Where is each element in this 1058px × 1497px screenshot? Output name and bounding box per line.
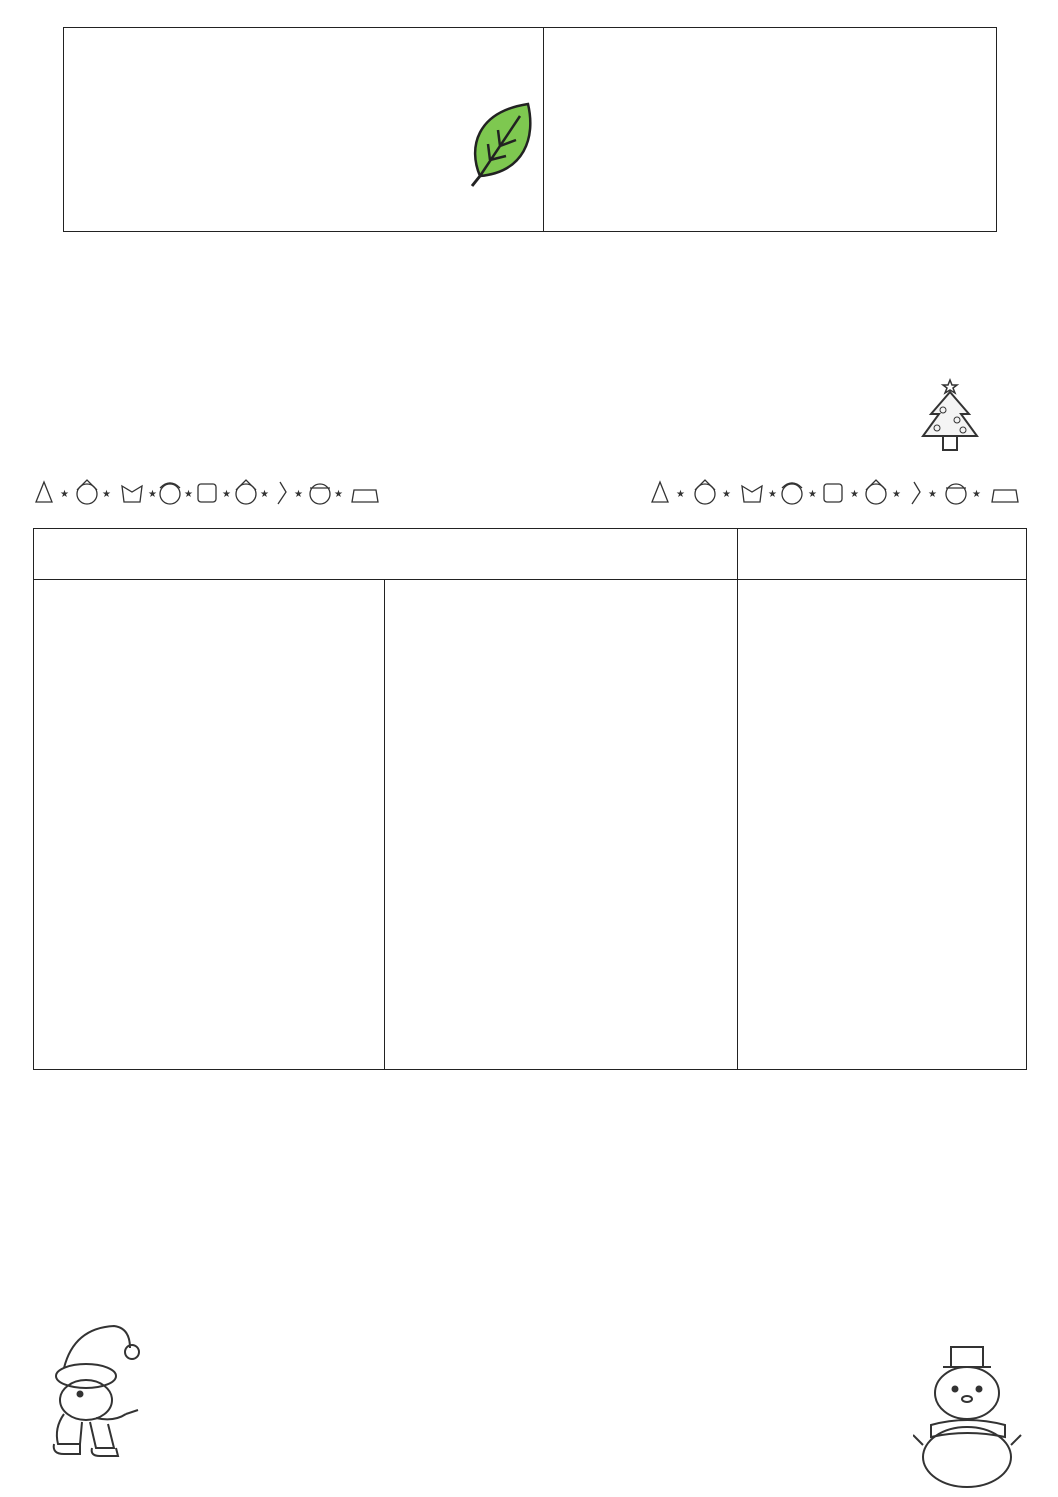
- column-divider: [384, 580, 385, 1069]
- schedule-table: [33, 528, 1027, 1070]
- svg-text:★: ★: [184, 489, 193, 500]
- newsletter-subtitle: [114, 171, 128, 205]
- spacer: [743, 581, 1026, 607]
- schedule-column-sumire: [743, 581, 1026, 607]
- header-left: [64, 28, 544, 231]
- schedule-title-row: [30, 474, 1030, 510]
- svg-text:★: ★: [768, 489, 777, 500]
- christmas-decoration-icon: [648, 478, 1033, 508]
- svg-text:★: ★: [222, 489, 231, 500]
- schedule-column-ringo: [390, 581, 735, 607]
- snowflake-icon: [30, 1434, 1020, 1468]
- snowman-illustration: [913, 1345, 1023, 1490]
- header-box: [63, 27, 997, 232]
- christmas-tree-icon: [917, 374, 983, 456]
- column-divider: [737, 529, 738, 1069]
- svg-text:★: ★: [60, 489, 69, 500]
- leaf-icon: [466, 98, 538, 188]
- svg-text:★: ★: [722, 489, 731, 500]
- header-contact: [544, 28, 996, 231]
- svg-text:★: ★: [334, 489, 343, 500]
- svg-text:★: ★: [928, 489, 937, 500]
- snowflake-icon: [30, 1120, 1020, 1154]
- snowflake-icon: [30, 1152, 64, 1282]
- svg-text:★: ★: [972, 489, 981, 500]
- svg-text:★: ★: [676, 489, 685, 500]
- christmas-decoration-icon: [32, 478, 392, 508]
- svg-text:★: ★: [260, 489, 269, 500]
- schedule-header-row: [34, 529, 1026, 580]
- santa-illustration: [34, 1318, 152, 1458]
- svg-text:★: ★: [808, 489, 817, 500]
- svg-text:★: ★: [892, 489, 901, 500]
- svg-text:★: ★: [102, 489, 111, 500]
- svg-text:★: ★: [850, 489, 859, 500]
- svg-text:★: ★: [294, 489, 303, 500]
- spacer: [390, 581, 735, 607]
- svg-text:★: ★: [148, 489, 157, 500]
- snowflake-icon: [985, 1152, 1019, 1342]
